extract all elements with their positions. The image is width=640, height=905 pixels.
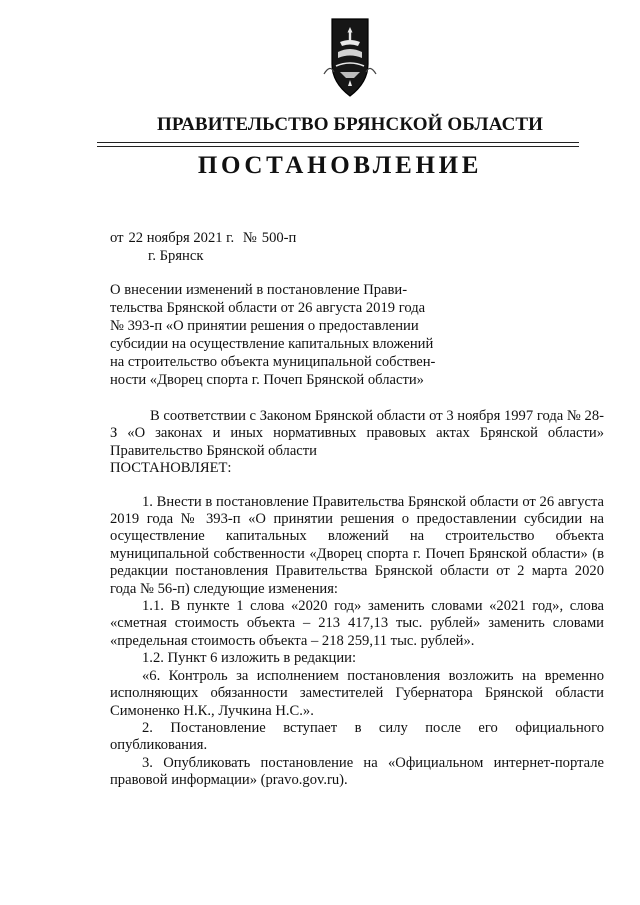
preamble-paragraph: В соответствии с Законом Брянской области от 3 ноября 1997 года № 28-З «О законах и иных нормативных правовых актах Брянской области» Правительство Брянской области bbox=[110, 408, 604, 459]
header-divider-bottom bbox=[97, 146, 579, 147]
header-divider-top bbox=[97, 142, 579, 143]
item-1-1-paragraph: 1.1. В пункте 1 слова «2020 год» заменить словами «2021 год», слова «сметная стоимость объекта – 213 417,13 тыс. рублей» заменить словами «предельная стоимость объекта – 218 259,11 тыс. рублей». bbox=[110, 598, 604, 649]
document-date: 22 ноября 2021 г. bbox=[128, 230, 235, 246]
document-city: г. Брянск bbox=[148, 248, 204, 264]
number-sign: № bbox=[242, 230, 257, 246]
item-1-paragraph: 1. Внести в постановление Правительства Брянской области от 26 августа 2019 года № 393-п «О принятии решения о предоставлении субсидии на осуществление капитальных вложений на строительство объекта муниципальной собственности «Дворец спорта г. Почеп Брянской области» (в редакции постановления Правительства Брянской области от 2 марта 2020 года № 56-п) следующие изменения: bbox=[110, 493, 604, 597]
document-body bbox=[110, 408, 604, 790]
document-date-number bbox=[110, 230, 301, 247]
item-6-quote-paragraph: «6. Контроль за исполнением постановления возложить на временно исполняющих обязанности заместителей Губернатора Брянской области Симоненко Н.К., Лучкина Н.С.». bbox=[110, 667, 604, 719]
document-subject: О внесении изменений в постановление Прави- тельства Брянской области от 26 августа 2019 года № 393-п «О принятии решения о предоставлении субсидии на осуществление капитальных вложений на строительство объекта муниципальной собствен- ности «Дворец спорта г. Почеп Брянской области» bbox=[110, 282, 436, 388]
government-title: ПРАВИТЕЛЬСТВО БРЯНСКОЙ ОБЛАСТИ bbox=[156, 114, 544, 135]
coat-of-arms-icon bbox=[318, 16, 382, 100]
date-prefix: от bbox=[110, 230, 124, 246]
item-3-paragraph: 3. Опубликовать постановление на «Официальном интернет-портале правовой информации» (pravo.gov.ru). bbox=[110, 754, 604, 789]
document-number: 500-п bbox=[261, 230, 297, 246]
document-type-title: ПОСТАНОВЛЕНИЕ bbox=[197, 152, 483, 179]
resolves-heading: ПОСТАНОВЛЯЕТ: bbox=[110, 460, 232, 477]
item-2-paragraph: 2. Постановление вступает в силу после его официального опубликования. bbox=[110, 719, 604, 754]
item-1-2-paragraph: 1.2. Пункт 6 изложить в редакции: bbox=[142, 650, 357, 667]
